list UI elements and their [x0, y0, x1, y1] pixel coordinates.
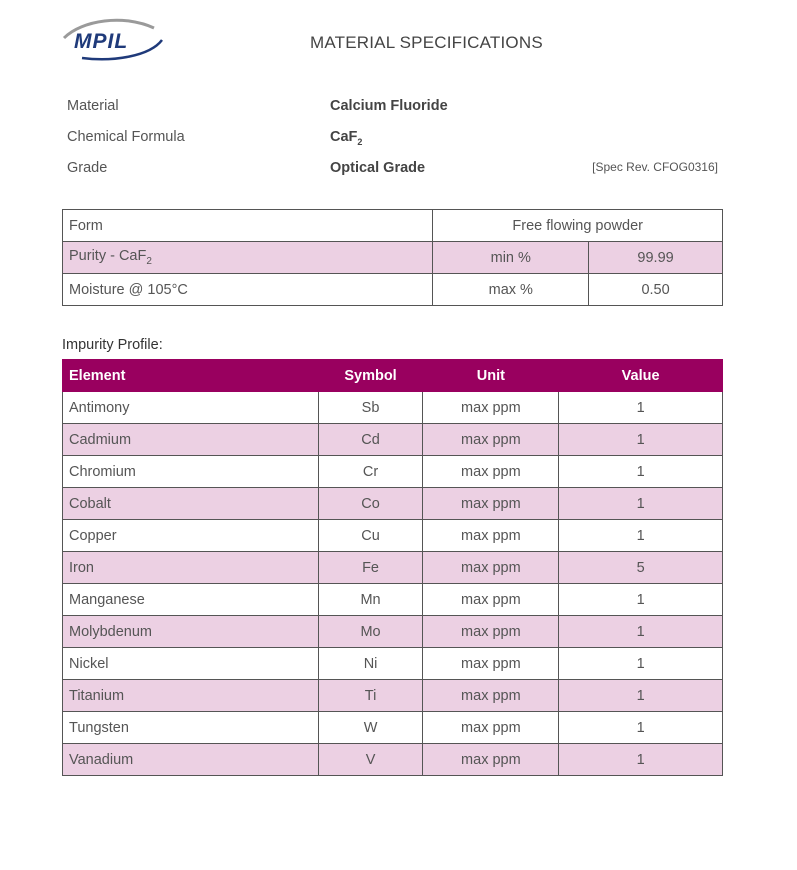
- table-row: [63, 552, 723, 584]
- element-cell: Iron: [63, 552, 319, 584]
- logo-text: MPIL: [74, 30, 129, 53]
- value-cell: 1: [559, 616, 723, 648]
- form-label: Form: [63, 210, 433, 242]
- unit-cell: max ppm: [423, 648, 559, 680]
- symbol-cell: Mn: [318, 584, 423, 616]
- table-row: [63, 392, 723, 424]
- element-cell: Antimony: [63, 392, 319, 424]
- symbol-cell: Cr: [318, 456, 423, 488]
- symbol-cell: Ti: [318, 680, 423, 712]
- value-cell: 1: [559, 424, 723, 456]
- moisture-row: [63, 274, 723, 306]
- impurity-table: [62, 359, 723, 776]
- element-cell: Titanium: [63, 680, 319, 712]
- moisture-value: 0.50: [589, 274, 723, 306]
- grade-row: [67, 158, 727, 189]
- form-row: [63, 210, 723, 242]
- unit-cell: max ppm: [423, 680, 559, 712]
- element-cell: Molybdenum: [63, 616, 319, 648]
- unit-cell: max ppm: [423, 552, 559, 584]
- material-info: [67, 96, 727, 189]
- unit-cell: max ppm: [423, 520, 559, 552]
- header-unit: Unit: [423, 360, 559, 392]
- material-row: [67, 96, 727, 127]
- grade-value: Optical Grade: [330, 160, 426, 176]
- value-cell: 1: [559, 712, 723, 744]
- impurity-header-row: [63, 360, 723, 392]
- table-row: [63, 488, 723, 520]
- table-row: [63, 744, 723, 776]
- header-value: Value: [559, 360, 723, 392]
- table-row: [63, 456, 723, 488]
- value-cell: 1: [559, 520, 723, 552]
- formula-row: [67, 127, 727, 158]
- unit-cell: max ppm: [423, 488, 559, 520]
- formula-value: CaF$_2$: [330, 129, 363, 147]
- symbol-cell: Fe: [318, 552, 423, 584]
- table-row: [63, 616, 723, 648]
- element-cell: Cadmium: [63, 424, 319, 456]
- purity-unit: min %: [433, 242, 589, 274]
- table-row: [63, 680, 723, 712]
- purity-value: 99.99: [589, 242, 723, 274]
- element-cell: Nickel: [63, 648, 319, 680]
- unit-cell: max ppm: [423, 584, 559, 616]
- unit-cell: max ppm: [423, 392, 559, 424]
- symbol-cell: Cd: [318, 424, 423, 456]
- value-cell: 1: [559, 392, 723, 424]
- symbol-cell: Cu: [318, 520, 423, 552]
- table-row: [63, 712, 723, 744]
- impurity-profile-label: Impurity Profile:: [62, 337, 163, 353]
- material-label: Material: [67, 98, 119, 114]
- table-row: [63, 424, 723, 456]
- properties-table: [62, 209, 723, 306]
- purity-row: [63, 242, 723, 274]
- page-title: MATERIAL SPECIFICATIONS: [310, 33, 543, 52]
- unit-cell: max ppm: [423, 744, 559, 776]
- material-value: Calcium Fluoride: [330, 98, 448, 114]
- table-row: [63, 648, 723, 680]
- table-row: [63, 520, 723, 552]
- symbol-cell: V: [318, 744, 423, 776]
- unit-cell: max ppm: [423, 456, 559, 488]
- unit-cell: max ppm: [423, 712, 559, 744]
- value-cell: 1: [559, 584, 723, 616]
- unit-cell: max ppm: [423, 424, 559, 456]
- moisture-unit: max %: [433, 274, 589, 306]
- element-cell: Copper: [63, 520, 319, 552]
- unit-cell: max ppm: [423, 616, 559, 648]
- element-cell: Cobalt: [63, 488, 319, 520]
- element-cell: Chromium: [63, 456, 319, 488]
- value-cell: 1: [559, 648, 723, 680]
- table-row: [63, 584, 723, 616]
- value-cell: 1: [559, 456, 723, 488]
- element-cell: Tungsten: [63, 712, 319, 744]
- header-element: Element: [63, 360, 319, 392]
- mpil-logo: [62, 16, 166, 62]
- symbol-cell: W: [318, 712, 423, 744]
- formula-label: Chemical Formula: [67, 129, 185, 145]
- symbol-cell: Ni: [318, 648, 423, 680]
- form-value: Free flowing powder: [433, 210, 723, 242]
- element-cell: Vanadium: [63, 744, 319, 776]
- spec-revision: [Spec Rev. CFOG0316]: [592, 160, 718, 174]
- element-cell: Manganese: [63, 584, 319, 616]
- value-cell: 1: [559, 680, 723, 712]
- symbol-cell: Mo: [318, 616, 423, 648]
- moisture-label: Moisture @ 105°C: [63, 274, 433, 306]
- purity-label: Purity - CaF$_2$: [63, 242, 433, 274]
- value-cell: 1: [559, 744, 723, 776]
- value-cell: 5: [559, 552, 723, 584]
- value-cell: 1: [559, 488, 723, 520]
- grade-label: Grade: [67, 160, 108, 176]
- header-symbol: Symbol: [318, 360, 423, 392]
- symbol-cell: Co: [318, 488, 423, 520]
- symbol-cell: Sb: [318, 392, 423, 424]
